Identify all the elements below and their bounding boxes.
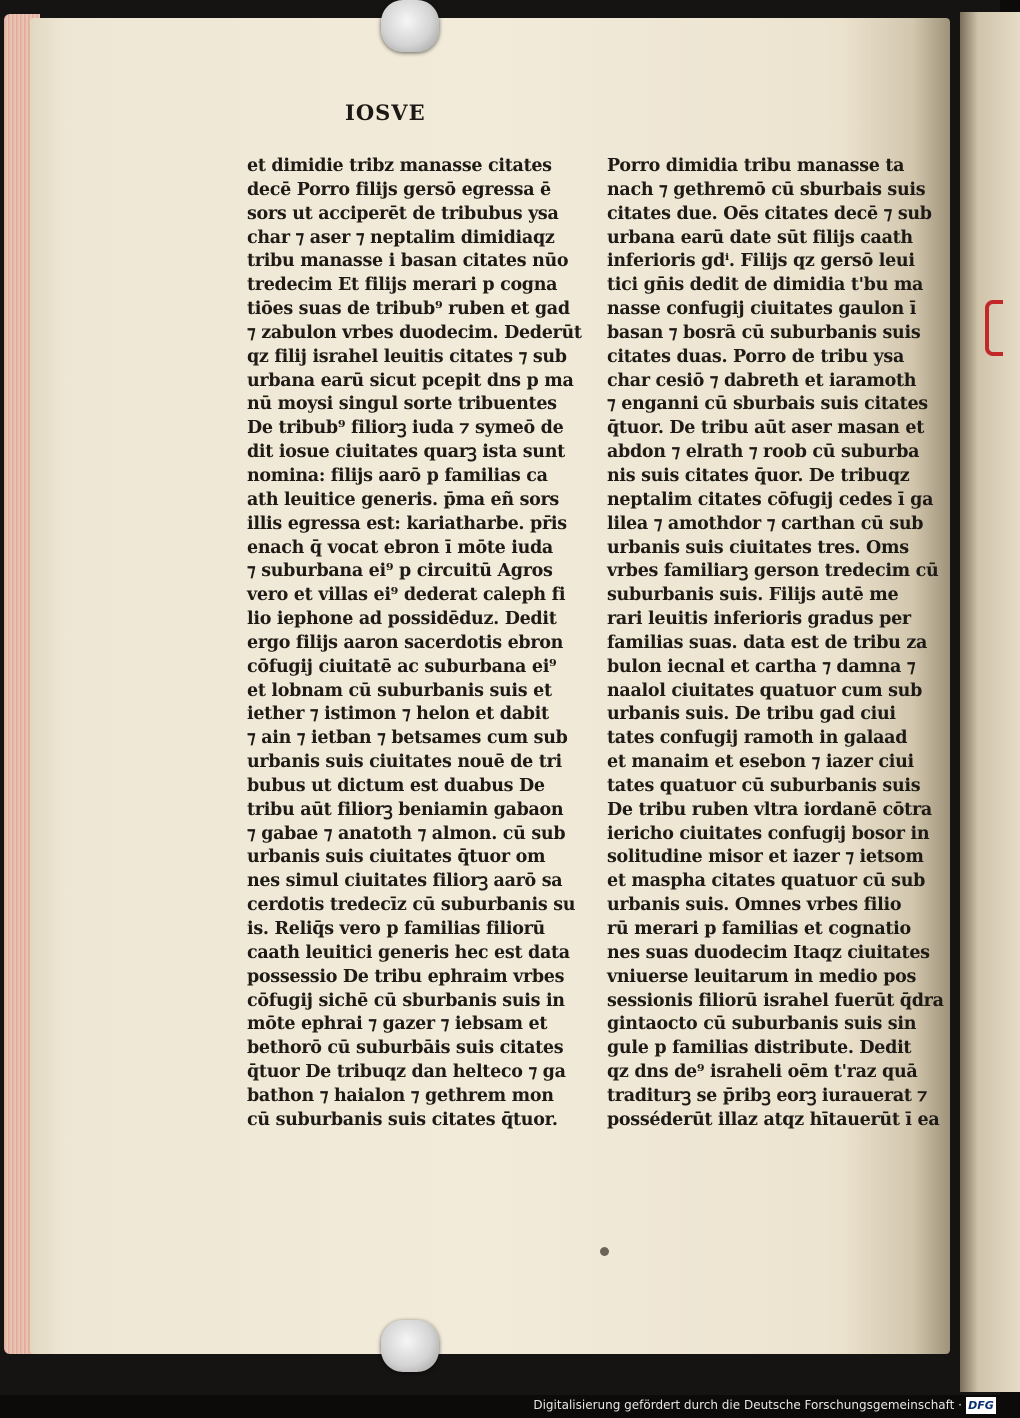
text-line: cōfugij sichē cū sburbanis suis in xyxy=(247,990,565,1011)
text-line: ergo filijs aaron sacerdotis ebron xyxy=(247,632,564,653)
text-line: gintaocto cū suburbanis suis sin xyxy=(607,1014,917,1035)
text-line: rari leuitis inferioris gradus per xyxy=(607,609,911,630)
text-line: nes simul ciuitates filiorꝫ aarō sa xyxy=(247,871,563,892)
text-line: urbanis suis ciuitates q̄tuor om xyxy=(247,847,546,868)
text-line: basan ⁊ bosrā cū suburbanis suis xyxy=(607,322,921,343)
text-line: nis suis citates q̄uor. De tribuqz xyxy=(607,465,910,486)
text-line: q̄tuor. De tribu aūt aser masan et xyxy=(607,418,924,439)
text-line: qz filij israhel leuitis citates ⁊ sub xyxy=(247,346,567,367)
text-line: is. Reliq̄s vero p familias filiorū xyxy=(247,919,545,939)
facing-page-edge xyxy=(960,12,1020,1392)
text-line: traditurꝫ se p̄ribꝫ eorꝫ iurauerat ⁊ xyxy=(607,1085,928,1106)
text-line: char ⁊ aser ⁊ neptalim dimidiaqz xyxy=(247,227,555,248)
text-line: possessio De tribu ephraim vrbes xyxy=(247,966,565,987)
text-line: illis egressa est: kariatharbe. pr̄is xyxy=(247,513,567,534)
text-line: nasse confugij ciuitates gaulon ī xyxy=(607,299,917,320)
text-line: bubus ut dictum est duabus De xyxy=(247,775,545,796)
text-line: vniuerse leuitarum in medio pos xyxy=(607,966,917,987)
page-clip-top xyxy=(381,0,439,52)
text-line: bulon iecnal et cartha ⁊ damna ⁊ xyxy=(607,656,916,677)
text-line: urbanis suis ciuitates tres. Oms xyxy=(607,537,909,558)
text-line: decē Porro filijs gersō egressa ē xyxy=(247,179,551,200)
text-column-right xyxy=(607,155,944,1133)
text-line: bathon ⁊ haialon ⁊ gethrem mon xyxy=(247,1085,554,1106)
text-line: tiōes suas de tribub⁹ ruben et gad xyxy=(247,299,570,320)
text-column-left xyxy=(247,155,582,1133)
footer-bar xyxy=(0,1395,1000,1418)
text-line: urbana earū sicut pcepit dns p ma xyxy=(247,370,574,391)
paper-spot xyxy=(600,1247,609,1256)
text-line: citates due. Oēs citates decē ⁊ sub xyxy=(607,203,932,224)
text-line: urbanis suis. De tribu gad ciui xyxy=(607,704,896,725)
text-line: mōte ephrai ⁊ gazer ⁊ iebsam et xyxy=(247,1014,548,1035)
text-line: tici gn̄is dedit de dimidia t'bu ma xyxy=(607,275,924,296)
text-line: posséderūt illaz atqz hītauerūt ī ea xyxy=(607,1109,940,1130)
rubric-initial-mark xyxy=(985,300,1003,356)
text-line: suburbanis suis. Filijs autē me xyxy=(607,585,899,606)
text-line: cū suburbanis suis citates q̄tuor. xyxy=(247,1109,558,1130)
text-line: urbanis suis ciuitates nouē de tri xyxy=(247,752,562,773)
text-line: tredecim Et filijs merari p cogna xyxy=(247,275,558,296)
text-line: qz dns de⁹ israheli oēm t'raz quā xyxy=(607,1062,918,1083)
text-line: ⁊ ain ⁊ ietban ⁊ betsames cum sub xyxy=(247,728,568,749)
page-clip-bottom xyxy=(381,1320,439,1372)
text-line: char cesiō ⁊ dabreth et iaramoth xyxy=(607,370,917,391)
text-line: neptalim citates cōfugij cedes ī ga xyxy=(607,489,934,510)
text-line: bethorō cū suburbāis suis citates xyxy=(247,1038,564,1059)
text-line: nes suas duodecim Itaqz ciuitates xyxy=(607,942,930,963)
text-line: ⁊ gabae ⁊ anatoth ⁊ almon. cū sub xyxy=(247,823,566,844)
text-line: urbanis suis. Omnes vrbes filio xyxy=(607,895,902,916)
text-line: lio iephone ad possidēduz. Dedit xyxy=(247,609,557,630)
text-line: tribu manasse i basan citates nūo xyxy=(247,251,569,272)
text-line: ⁊ suburbana ei⁹ p circuitū Agros xyxy=(247,561,553,582)
text-line: iericho ciuitates confugij bosor in xyxy=(607,823,930,844)
text-line: et lobnam cū suburbanis suis et xyxy=(247,680,552,701)
text-line: familias suas. data est de tribu za xyxy=(607,632,928,653)
text-line: tribu aūt filiorꝫ beniamin gabaon xyxy=(247,799,564,820)
text-line: ⁊ enganni cū sburbais suis citates xyxy=(607,394,928,415)
text-line: citates duas. Porro de tribu ysa xyxy=(607,346,905,367)
text-line: De tribub⁹ filiorꝫ iuda ⁊ symeō de xyxy=(247,418,564,439)
text-line: et manaim et esebon ⁊ iazer ciui xyxy=(607,752,914,773)
text-line: cerdotis tredecīz cū suburbanis su xyxy=(247,895,576,916)
text-line: et dimidie tribz manasse citates xyxy=(247,156,552,176)
text-line: q̄tuor De tribuqz dan helteco ⁊ ga xyxy=(247,1062,566,1083)
text-line: dit iosue ciuitates quarꝫ ista sunt xyxy=(247,442,565,463)
text-line: De tribu ruben vltra iordanē cōtra xyxy=(607,799,932,820)
text-line: vero et villas ei⁹ dederat caleph fi xyxy=(247,585,566,606)
text-line: urbana earū date sūt filijs caath xyxy=(607,227,913,248)
text-line: tates confugij ramoth in galaad xyxy=(607,728,908,749)
text-line: nū moysi singul sorte tribuentes xyxy=(247,394,557,415)
dfg-logo: DFG xyxy=(966,1397,996,1414)
text-line: iether ⁊ istimon ⁊ helon et dabit xyxy=(247,704,549,725)
text-line: vrbes familiarꝫ gerson tredecim cū xyxy=(607,561,939,582)
text-line: lilea ⁊ amothdor ⁊ carthan cū sub xyxy=(607,513,924,534)
text-line: gule p familias distribute. Dedit xyxy=(607,1038,912,1059)
text-line: Porro dimidia tribu manasse ta xyxy=(607,156,905,176)
text-line: sors ut acciperēt de tribubus ysa xyxy=(247,203,559,224)
text-line: abdon ⁊ elrath ⁊ roob cū suburba xyxy=(607,442,920,463)
text-line: solitudine misor et iazer ⁊ ietsom xyxy=(607,847,924,868)
text-line: et maspha citates quatuor cū sub xyxy=(607,871,926,892)
text-line: ⁊ zabulon vrbes duodecim. Dederūt xyxy=(247,322,582,343)
text-line: sessionis filiorū israhel fuerūt q̄dra xyxy=(607,990,944,1011)
text-line: cōfugij ciuitatē ac suburbana ei⁹ xyxy=(247,656,557,677)
text-line: caath leuitici generis hec est data xyxy=(247,942,570,963)
text-line: naalol ciuitates quatuor cum sub xyxy=(607,680,923,701)
text-line: nach ⁊ gethremō cū sburbais suis xyxy=(607,179,926,200)
text-line: inferioris gdⁱ. Filijs qz gersō leui xyxy=(607,251,915,272)
text-line: ath leuitice generis. p̄ma eñ sors xyxy=(247,489,559,510)
text-line: rū merari p familias et cognatio xyxy=(607,919,911,939)
footer-credit: Digitalisierung gefördert durch die Deutsche Forschungsgemeinschaft · xyxy=(533,1398,962,1412)
text-line: nomina: filijs aarō p familias ca xyxy=(247,465,548,486)
text-line: tates quatuor cū suburbanis suis xyxy=(607,775,921,796)
running-head: IOSVE xyxy=(345,100,426,125)
text-line: enach q̄ vocat ebron ī mōte iuda xyxy=(247,537,553,558)
